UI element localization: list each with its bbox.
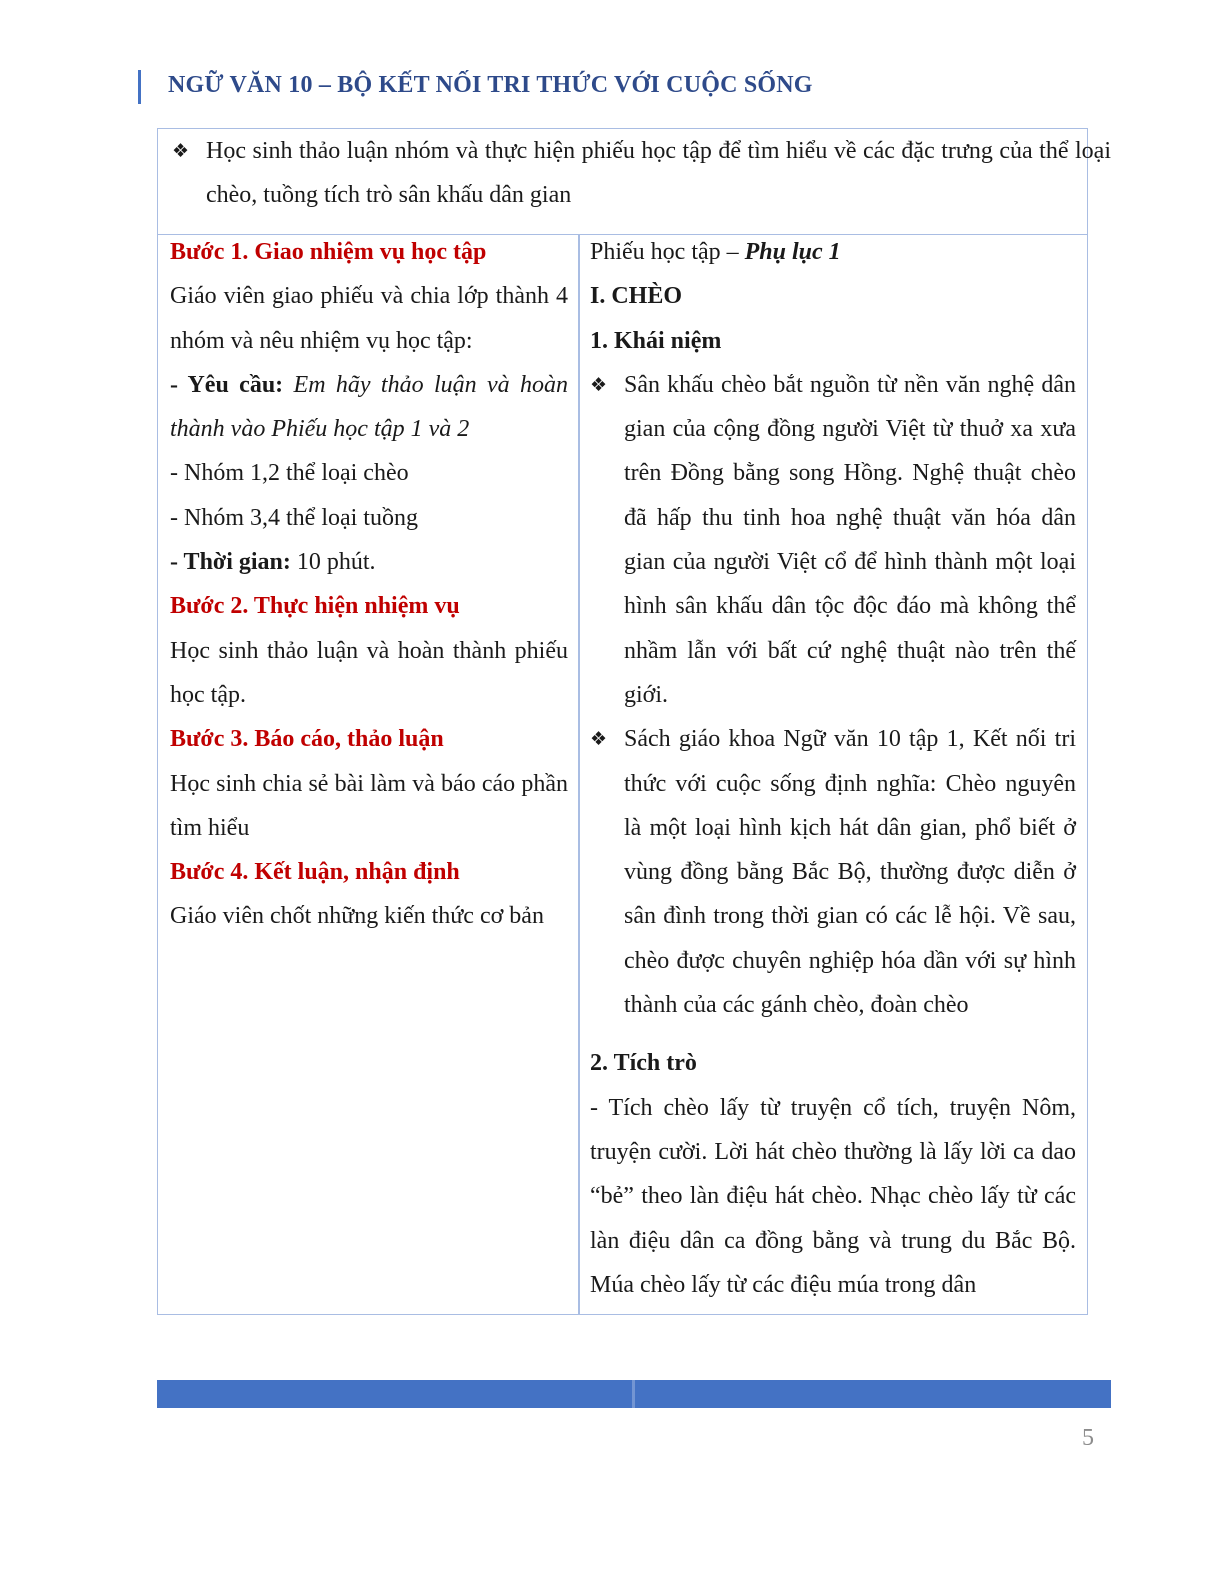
concept-bullet-1-text: Sân khấu chèo bắt nguồn từ nền văn nghệ dân gian của cộng đồng người Việt từ thuở xa xưa trên Đồng bằng song Hồng. Nghệ thuật chèo đã hấp thu tinh hoa nghệ thuật văn hóa dân gian của người Việt cổ để hình thành một loại hình sân khấu dân tộc độc đáo mà không thể nhầm lẫn với bất cứ nghệ thuật nào trên thế giới. — [624, 371, 1076, 708]
table-row-intro — [158, 129, 1111, 235]
concept-bullet-2-text: Sách giáo khoa Ngữ văn 10 tập 1, Kết nối tri thức với cuộc sống định nghĩa: Chèo nguyên là một loại hình kịch hát dân gian, phổ biết ở vùng đồng bằng Bắc Bộ, thường được diễn ở sân đình trong thời gian có các lễ hội. Về sau, chèo được chuyên nghiệp hóa dần với sự hình thành của các gánh chèo, đoàn chèo — [624, 726, 1076, 1019]
requirement-line — [170, 363, 568, 452]
time-value: 10 phút. — [296, 549, 376, 576]
step3-text: Học sinh chia sẻ bài làm và báo cáo phần tìm hiểu — [170, 770, 568, 841]
page-header-title: NGỮ VĂN 10 – BỘ KẾT NỐI TRI THỨC VỚI CUỘC SỐNG — [168, 72, 813, 98]
column-divider — [578, 235, 580, 1314]
step3-title: Bước 3. Báo cáo, thảo luận — [170, 726, 444, 753]
requirement-text: Em hãy thảo luận và hoàn thành vào Phiếu học tập 1 và 2 — [170, 371, 568, 443]
concept-bullet-1 — [590, 363, 1076, 717]
subsection-concept-heading: 1. Khái niệm — [590, 327, 722, 354]
diamond-bullet-icon: ❖ — [172, 140, 190, 162]
step1-title: Bước 1. Giao nhiệm vụ học tập — [170, 239, 487, 265]
time-line — [170, 540, 568, 584]
footer-accent-bar — [157, 1380, 1111, 1408]
group2-line: - Nhóm 3,4 thể loại tuồng — [170, 504, 418, 531]
header-accent-bar — [138, 70, 141, 104]
activity-steps-column — [170, 230, 568, 939]
concept-bullet-2 — [590, 717, 1076, 1027]
diamond-bullet-icon: ❖ — [590, 373, 608, 396]
group1-line: - Nhóm 1,2 thể loại chèo — [170, 460, 409, 487]
intro-bullet-text: Học sinh thảo luận nhóm và thực hiện phiếu học tập để tìm hiểu về các đặc trưng của thể loại chèo, tuồng tích trò sân khấu dân gian — [206, 138, 1111, 209]
footer-bar-separator — [632, 1380, 635, 1408]
worksheet-label-line — [590, 230, 1076, 274]
worksheet-appendix: Phụ lục 1 — [744, 239, 841, 265]
step4-title: Bước 4. Kết luận, nhận định — [170, 859, 460, 886]
step2-title: Bước 2. Thực hiện nhiệm vụ — [170, 593, 460, 620]
step1-text: Giáo viên giao phiếu và chia lớp thành 4 nhóm và nêu nhiệm vụ học tập: — [170, 283, 568, 354]
step4-text: Giáo viên chốt những kiến thức cơ bản — [170, 903, 544, 930]
diamond-bullet-icon: ❖ — [590, 728, 608, 751]
worksheet-column — [590, 230, 1076, 1307]
subsection-plot-heading: 2. Tích trò — [590, 1050, 697, 1077]
requirement-label: - Yêu cầu: — [170, 371, 284, 398]
worksheet-label: Phiếu học tập – — [590, 239, 739, 265]
intro-bullet — [172, 129, 1111, 218]
section-cheo-heading: I. CHÈO — [590, 283, 683, 310]
lesson-table — [157, 128, 1111, 1315]
time-label: - Thời gian: — [170, 549, 291, 576]
page-number: 5 — [1082, 1425, 1094, 1451]
plot-paragraph: - Tích chèo lấy từ truyện cổ tích, truyện Nôm, truyện cười. Lời hát chèo thường là lấy lời ca dao “bẻ” theo làn điệu hát chèo. Nhạc chèo lấy từ các làn điệu dân ca đồng bằng và trung du Bắc Bộ. Múa chèo lấy từ các điệu múa trong dân — [590, 1094, 1076, 1298]
step2-text: Học sinh thảo luận và hoàn thành phiếu học tập. — [170, 637, 568, 708]
